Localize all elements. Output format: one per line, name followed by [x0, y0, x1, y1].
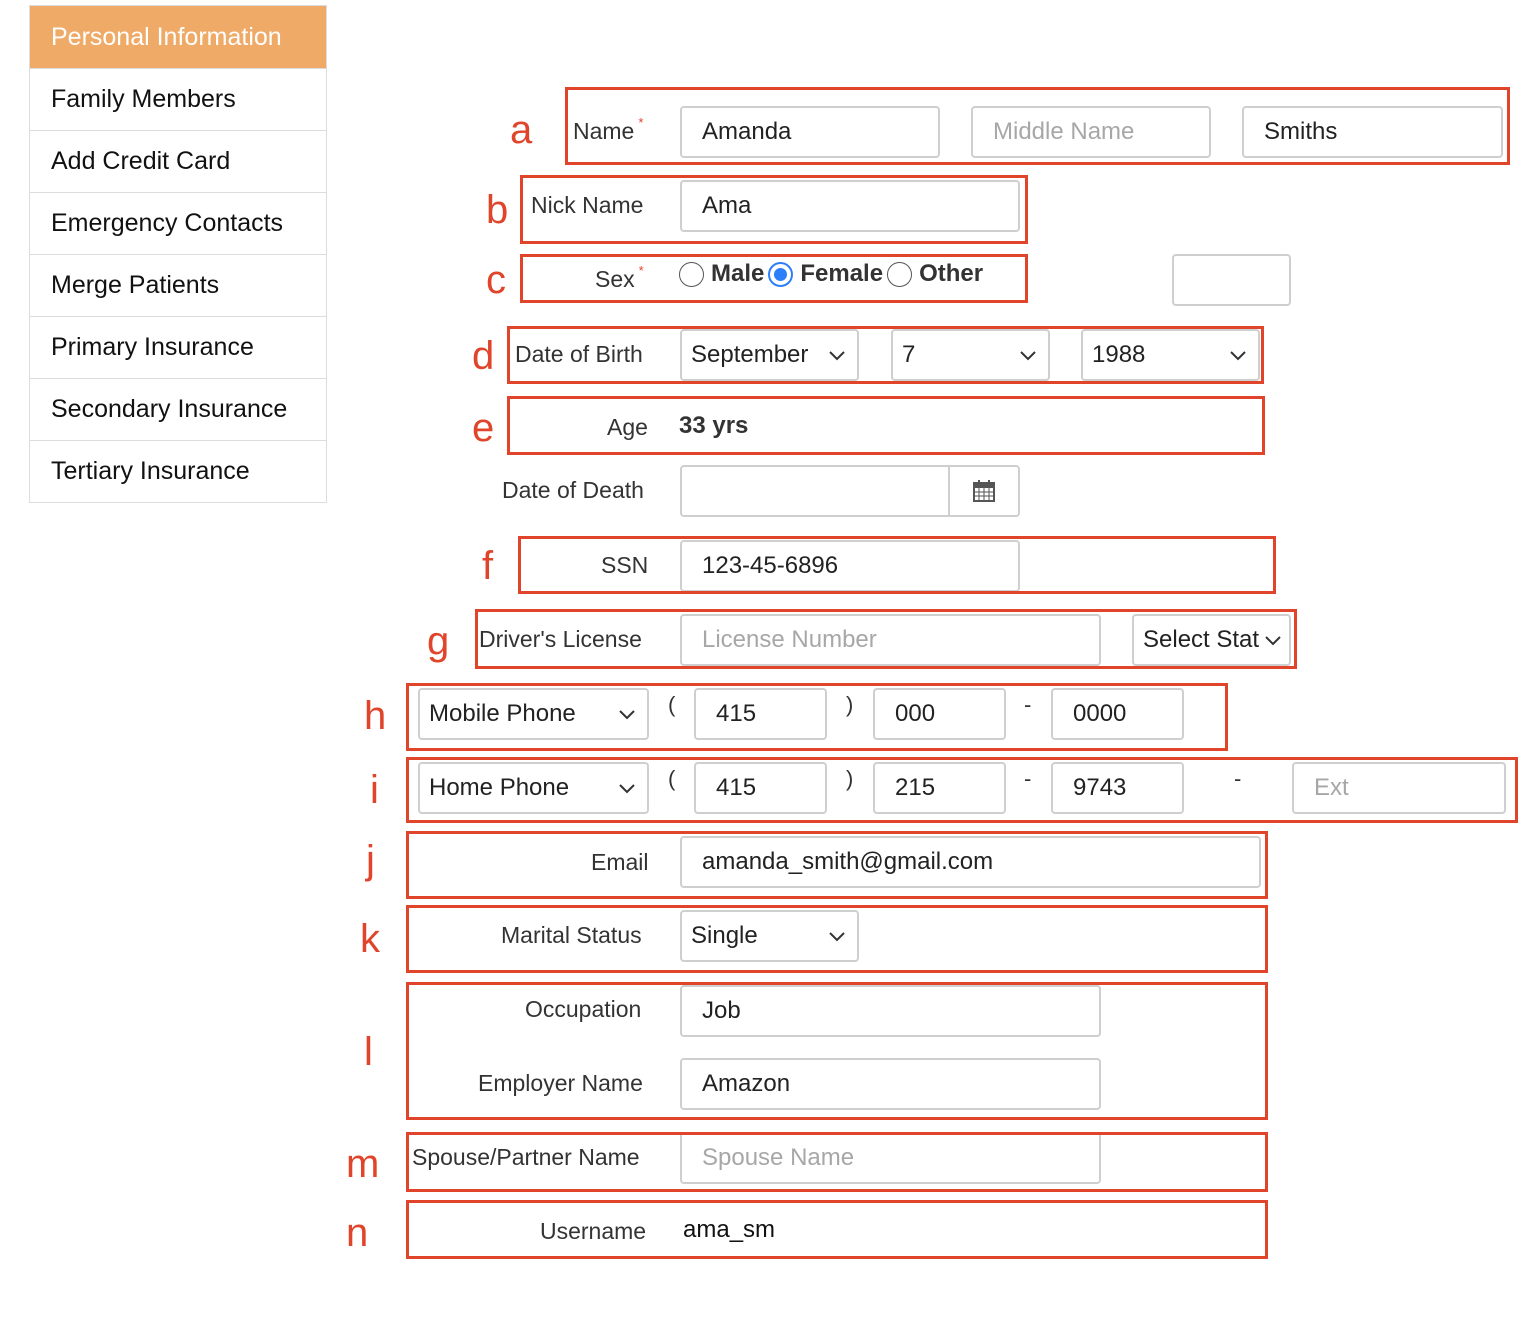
- sex-label: Sex *: [595, 263, 644, 292]
- required-marker: *: [638, 115, 644, 130]
- annotation-letter-g: g: [427, 619, 450, 663]
- annotation-letter-h: h: [364, 694, 387, 738]
- nick-name-input[interactable]: Ama: [680, 180, 1020, 232]
- age-label: Age: [607, 414, 648, 440]
- annotation-box-n: [406, 1200, 1268, 1259]
- annotation-letter-a: a: [510, 108, 533, 152]
- annotation-letter-m: m: [346, 1142, 380, 1186]
- mobile-phone-type-select[interactable]: [418, 688, 649, 740]
- license-number-input[interactable]: License Number: [680, 614, 1101, 666]
- calendar-icon: [972, 479, 996, 503]
- annotation-letter-n: n: [346, 1211, 369, 1255]
- home-phone-type-value: Home Phone: [429, 774, 570, 801]
- sidebar-item-merge-patients[interactable]: Merge Patients: [30, 254, 326, 316]
- dob-day-select[interactable]: [891, 329, 1050, 381]
- drivers-license-label: Driver's License: [479, 626, 642, 652]
- last-name-input[interactable]: Smiths: [1242, 106, 1503, 158]
- dob-label: Date of Birth: [515, 341, 643, 367]
- phone-open-paren: (: [668, 692, 676, 717]
- chevron-down-icon: [1263, 630, 1283, 650]
- sex-male-label: Male: [711, 260, 765, 287]
- dob-day-value: 7: [902, 341, 916, 368]
- sidebar-item-tertiary-insurance[interactable]: Tertiary Insurance: [30, 440, 326, 502]
- dob-year-select[interactable]: [1081, 329, 1260, 381]
- chevron-down-icon: [617, 704, 637, 724]
- sex-female-radio[interactable]: [768, 262, 793, 287]
- username-label: Username: [540, 1218, 647, 1244]
- annotation-letter-c: c: [486, 258, 506, 302]
- sidebar-item-family-members[interactable]: Family Members: [30, 68, 326, 130]
- phone-dash: -: [1024, 692, 1032, 717]
- annotation-letter-k: k: [360, 917, 380, 961]
- marital-status-value: Single: [691, 922, 758, 949]
- dob-year-value: 1988: [1092, 341, 1146, 368]
- sex-radio-group: [679, 260, 987, 288]
- chevron-down-icon: [827, 345, 847, 365]
- employer-name-label: Employer Name: [478, 1070, 643, 1096]
- mobile-phone-type-value: Mobile Phone: [429, 700, 576, 727]
- annotation-letter-e: e: [472, 406, 495, 450]
- sidebar-item-secondary-insurance[interactable]: Secondary Insurance: [30, 378, 326, 440]
- spouse-name-input[interactable]: Spouse Name: [680, 1132, 1101, 1184]
- home-area-code-input[interactable]: 415: [694, 762, 827, 814]
- sex-male-radio[interactable]: [679, 262, 704, 287]
- ssn-label: SSN: [601, 552, 649, 578]
- required-marker: *: [638, 263, 644, 278]
- sex-other-label: Other: [919, 260, 984, 287]
- spouse-name-label: Spouse/Partner Name: [412, 1144, 640, 1170]
- sidebar-nav: [29, 5, 327, 503]
- chevron-down-icon: [1228, 345, 1248, 365]
- nick-name-label: Nick Name: [531, 192, 644, 218]
- home-line-input[interactable]: 9743: [1051, 762, 1184, 814]
- phone-dash: -: [1234, 766, 1242, 791]
- calendar-button[interactable]: [948, 465, 1020, 517]
- home-phone-type-select[interactable]: [418, 762, 649, 814]
- occupation-input[interactable]: Job: [680, 985, 1101, 1037]
- chevron-down-icon: [617, 778, 637, 798]
- sidebar-item-add-credit-card[interactable]: Add Credit Card: [30, 130, 326, 192]
- sex-other-input[interactable]: [1172, 254, 1291, 306]
- first-name-input[interactable]: Amanda: [680, 106, 940, 158]
- license-state-select[interactable]: [1132, 614, 1291, 666]
- employer-name-input[interactable]: Amazon: [680, 1058, 1101, 1110]
- dob-month-value: September: [691, 341, 809, 368]
- username-value: ama_sm: [683, 1216, 776, 1243]
- date-of-death-input[interactable]: [680, 465, 950, 517]
- phone-close-paren: ): [846, 766, 854, 791]
- sex-other-radio[interactable]: [887, 262, 912, 287]
- sidebar-item-personal-information[interactable]: Personal Information: [30, 6, 326, 68]
- home-ext-input[interactable]: Ext: [1292, 762, 1506, 814]
- dob-month-select[interactable]: [680, 329, 859, 381]
- phone-open-paren: (: [668, 766, 676, 791]
- marital-status-select[interactable]: [680, 910, 859, 962]
- annotation-letter-d: d: [472, 334, 495, 378]
- sidebar-item-emergency-contacts[interactable]: Emergency Contacts: [30, 192, 326, 254]
- annotation-letter-b: b: [486, 188, 509, 232]
- chevron-down-icon: [1018, 345, 1038, 365]
- mobile-area-code-input[interactable]: 415: [694, 688, 827, 740]
- annotation-letter-l: l: [364, 1030, 373, 1074]
- age-value: 33 yrs: [679, 412, 749, 439]
- annotation-letter-i: i: [370, 768, 379, 812]
- name-label: Name *: [573, 115, 644, 144]
- mobile-line-input[interactable]: 0000: [1051, 688, 1184, 740]
- annotation-letter-f: f: [482, 544, 494, 588]
- middle-name-input[interactable]: Middle Name: [971, 106, 1211, 158]
- license-state-value: Select Stat: [1143, 626, 1260, 653]
- email-input[interactable]: amanda_smith@gmail.com: [680, 836, 1261, 888]
- occupation-label: Occupation: [525, 996, 642, 1022]
- sidebar-item-primary-insurance[interactable]: Primary Insurance: [30, 316, 326, 378]
- date-of-death-label: Date of Death: [502, 477, 644, 503]
- mobile-prefix-input[interactable]: 000: [873, 688, 1006, 740]
- chevron-down-icon: [827, 926, 847, 946]
- home-prefix-input[interactable]: 215: [873, 762, 1006, 814]
- sex-female-label: Female: [800, 260, 884, 287]
- phone-dash: -: [1024, 766, 1032, 791]
- marital-status-label: Marital Status: [501, 922, 642, 948]
- annotation-letter-j: j: [366, 838, 375, 882]
- phone-close-paren: ): [846, 692, 854, 717]
- ssn-input[interactable]: 123-45-6896: [680, 540, 1020, 592]
- email-label: Email: [591, 849, 649, 875]
